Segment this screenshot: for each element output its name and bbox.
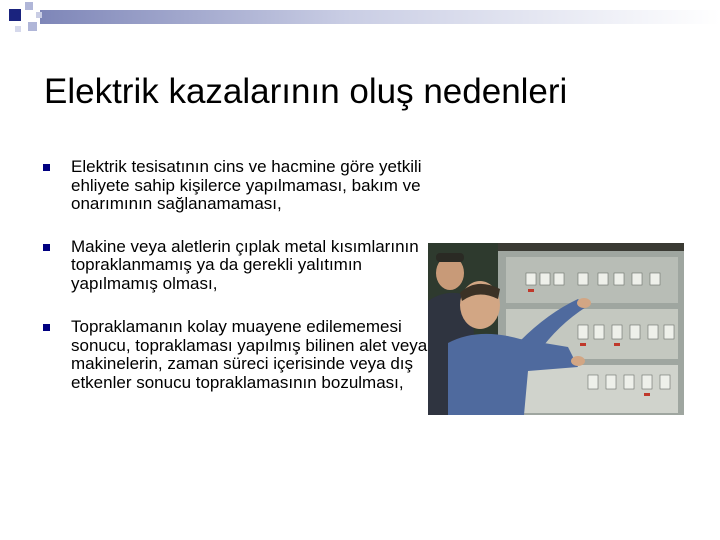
bullet-text: Topraklamanın kolay muayene edilememesi sonucu, topraklaması yapılmış bilinen alet veya makinelerin, zaman süreci içerisinde veya dış etkenler sonucu topraklamasının bozulması, [71, 317, 428, 392]
square-bullet-icon [43, 244, 50, 251]
square-bullet-icon [43, 164, 50, 171]
bullet-item [40, 238, 440, 294]
deco-square-light-2 [28, 22, 37, 31]
bullet-item [40, 318, 440, 392]
deco-square-light-1 [25, 2, 33, 10]
deco-square-light-4 [15, 26, 21, 32]
bullet-text: Makine veya aletlerin çıplak metal kısımlarının topraklanmamış ya da gerekli yalıtımın yapılmamış olması, [71, 236, 419, 293]
header-band [40, 10, 720, 24]
electricians-photo [428, 243, 684, 415]
square-bullet-icon [43, 324, 50, 331]
header-decoration [0, 0, 720, 40]
bullet-item [40, 158, 440, 214]
deco-square-navy [9, 9, 21, 21]
bullet-text: Elektrik tesisatının cins ve hacmine göre yetkili ehliyete sahip kişilerce yapılmaması, bakım ve onarımının sağlanamaması, [71, 157, 422, 213]
bullet-list [40, 158, 440, 392]
slide-title: Elektrik kazalarının oluş nedenleri [44, 72, 568, 111]
deco-square-light-3 [36, 12, 42, 18]
